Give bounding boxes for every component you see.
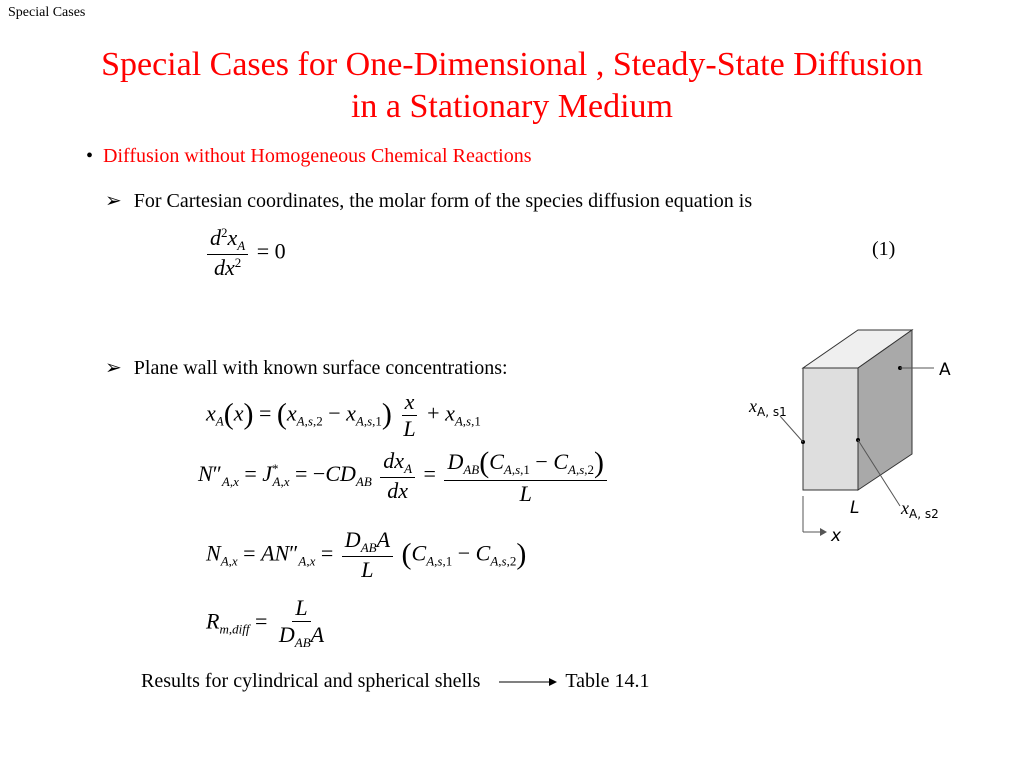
sub-bullet-1 <box>105 188 752 213</box>
footer-table-ref: Table 14.1 <box>565 670 650 692</box>
label-x: x <box>831 526 842 546</box>
bullet-item <box>86 145 531 168</box>
wall-front-face <box>803 368 858 490</box>
slide-header: Special Cases <box>8 5 86 20</box>
title-line-1: Special Cases for One-Dimensional , Steady-State Diffusion <box>101 46 923 83</box>
sub-bullet-1-text: For Cartesian coordinates, the molar form of the species diffusion equation is <box>133 190 753 212</box>
leader-s1 <box>780 416 803 442</box>
bullet-text: Diffusion without Homogeneous Chemical Reactions <box>103 145 532 167</box>
bullet-dot-icon: • <box>86 145 94 167</box>
footer-text: Results for cylindrical and spherical shells <box>141 670 481 692</box>
title-line-2: in a Stationary Medium <box>350 88 673 125</box>
equation-number: (1) <box>872 238 896 260</box>
sub-bullet-2-text: Plane wall with known surface concentrations: <box>133 357 508 379</box>
arrow-bullet-icon: ➢ <box>105 190 122 212</box>
arrow-bullet-icon: ➢ <box>105 357 122 379</box>
equation-rate: $N_{A,x} = AN''_{A,x}$ = $\frac{D_{AB}A}{L}$ $(C_{A,s,1} - C_{A,s,2})$ <box>206 527 527 583</box>
label-A: A <box>939 360 951 380</box>
label-xs1: $x_{A, s1}$ <box>749 396 787 419</box>
slide-title <box>0 44 1024 128</box>
equation-profile: $x_A(x) = (x_{A,s,2} - x_{A,s,1})$ $\frac{x}{L}$ + $x_{A,s,1}$ <box>206 389 481 442</box>
equation-1: $\frac{d^2x_A}{dx^2}$ = 0 <box>204 226 286 280</box>
x-axis-arrow-icon <box>820 528 827 536</box>
equation-resistance: $R_{m,diff}$ = $\frac{L}{D_{AB}A}$ <box>206 595 325 651</box>
label-L: L <box>850 498 860 518</box>
sub-bullet-2 <box>105 355 508 380</box>
footer-line <box>141 670 650 693</box>
plane-wall-figure <box>740 320 980 550</box>
equation-flux: $N''_{A,x} = J^*_{A,x} = -CD_{AB}$ $\frac{dx_A}{dx}$ = $\frac{D_{AB}(C_{A,s,1} - C_{A,s,2})}{L}$ <box>198 446 610 506</box>
right-arrow-icon <box>497 675 559 689</box>
label-xs2: $x_{A, s2}$ <box>901 498 939 521</box>
